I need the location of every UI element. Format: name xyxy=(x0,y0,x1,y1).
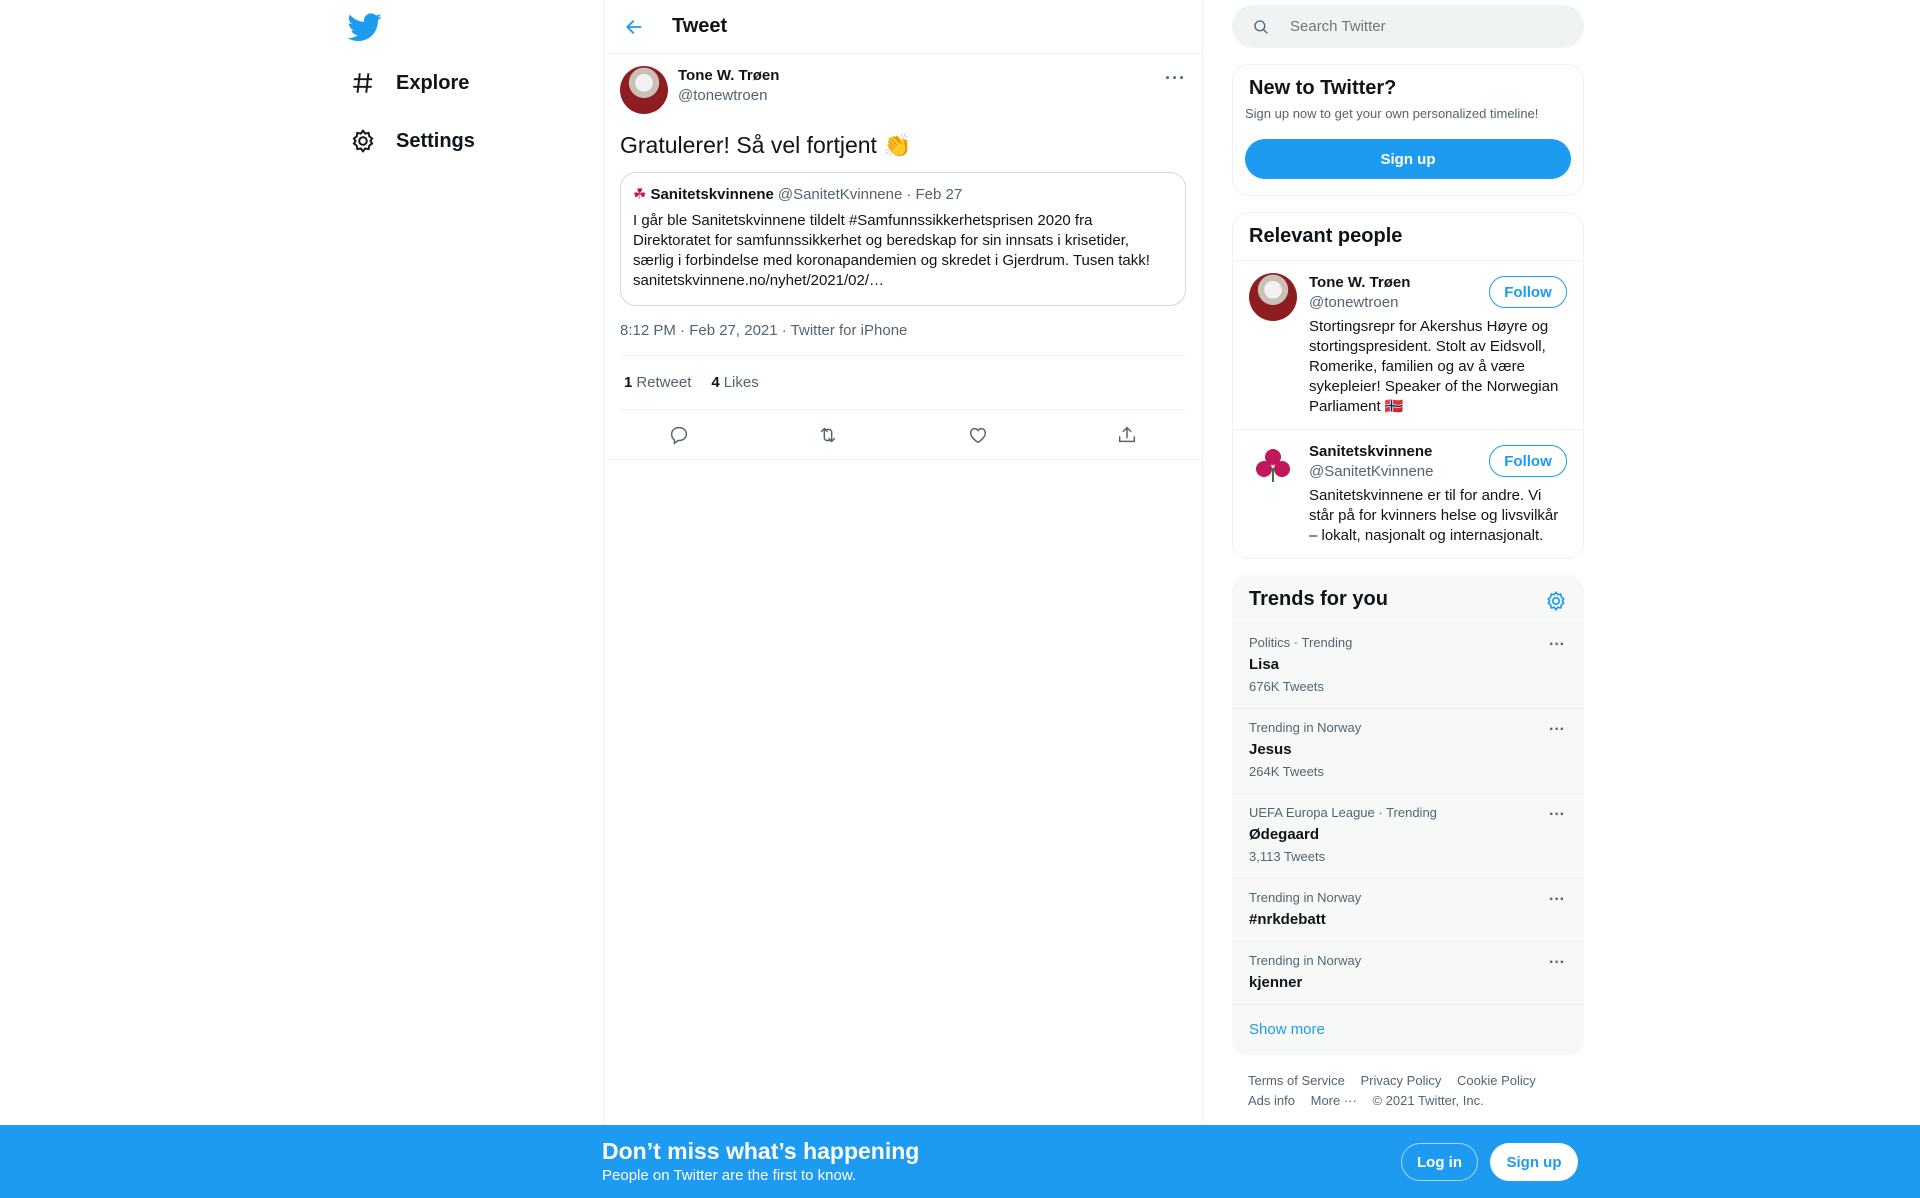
trend-category: Trending in Norway xyxy=(1249,890,1362,905)
like-count: 4 xyxy=(711,374,720,391)
quote-author-handle: @SanitetKvinnene xyxy=(777,186,903,203)
clover-logo-icon xyxy=(1253,446,1293,486)
footer-copyright: © 2021 Twitter, Inc. xyxy=(1372,1093,1484,1108)
show-more-link[interactable]: Show more xyxy=(1233,1004,1583,1054)
search-bar[interactable] xyxy=(1232,5,1584,48)
trend-item[interactable] xyxy=(1233,878,1583,941)
main-column xyxy=(603,0,1203,1198)
trend-count: 676K Tweets xyxy=(1249,679,1324,694)
trend-category: Politics · Trending xyxy=(1249,635,1353,650)
tweet-stats xyxy=(620,356,1186,410)
author-handle[interactable]: @tonewtroen xyxy=(678,87,768,104)
person-handle: @tonewtroen xyxy=(1309,294,1399,311)
retweet-label: Retweet xyxy=(636,374,692,391)
trend-item[interactable] xyxy=(1233,941,1583,1004)
person-bio: Sanitetskvinnene er til for andre. Vi står på for kvinners helse og livsvilkår – lokalt, nasjonalt og internasjonalt. xyxy=(1309,487,1559,544)
quote-date: · Feb 27 xyxy=(906,186,963,203)
relevant-people-title: Relevant people xyxy=(1249,225,1403,247)
footer-link-cookie[interactable]: Cookie Policy xyxy=(1456,1073,1536,1088)
more-options-icon[interactable]: ··· xyxy=(1549,954,1565,971)
nav-settings-label: Settings xyxy=(396,129,475,152)
search-icon xyxy=(1252,18,1270,36)
follow-button[interactable]: Follow xyxy=(1489,276,1567,308)
retweet-stat[interactable] xyxy=(624,374,691,391)
trend-count: 264K Tweets xyxy=(1249,764,1324,779)
person-name[interactable]: Sanitetskvinnene xyxy=(1309,443,1433,460)
tweet-text: Gratulerer! Så vel fortjent 👏 xyxy=(620,132,912,158)
trend-name: Jesus xyxy=(1249,741,1292,758)
avatar[interactable] xyxy=(620,66,668,114)
quote-header xyxy=(633,185,1173,205)
avatar[interactable] xyxy=(1249,442,1297,490)
banner-signup-button[interactable]: Sign up xyxy=(1490,1143,1578,1181)
trends-card xyxy=(1232,575,1584,1055)
footer-link-terms[interactable]: Terms of Service xyxy=(1248,1073,1345,1088)
hashtag-icon xyxy=(350,70,376,96)
retweet-count: 1 xyxy=(624,374,633,391)
tweet-author xyxy=(620,54,1186,114)
more-options-icon[interactable]: ··· xyxy=(1549,891,1565,908)
clover-icon: ☘ xyxy=(633,186,647,203)
gear-icon xyxy=(350,128,376,154)
like-stat[interactable] xyxy=(711,374,758,391)
footer xyxy=(1232,1055,1584,1127)
twitter-logo-icon[interactable] xyxy=(348,10,382,44)
header xyxy=(604,0,1202,54)
page-title: Tweet xyxy=(672,15,728,37)
trend-name: Lisa xyxy=(1249,656,1280,673)
trend-count: 3,113 Tweets xyxy=(1249,849,1326,864)
footer-link-more[interactable]: More ··· xyxy=(1310,1093,1357,1108)
trend-category: UEFA Europa League · Trending xyxy=(1249,805,1437,820)
more-options-icon[interactable]: ··· xyxy=(1549,636,1565,653)
search-input[interactable] xyxy=(1290,18,1550,35)
back-arrow-icon xyxy=(624,17,644,37)
like-label: Likes xyxy=(723,374,759,391)
login-button[interactable]: Log in xyxy=(1401,1143,1478,1181)
more-options-icon[interactable]: ··· xyxy=(1549,721,1565,738)
author-name[interactable]: Tone W. Trøen xyxy=(678,67,780,84)
quoted-tweet[interactable] xyxy=(620,172,1186,306)
trend-item[interactable] xyxy=(1233,793,1583,878)
new-to-twitter-title: New to Twitter? xyxy=(1249,77,1397,99)
banner-title: Don’t miss what’s happening xyxy=(602,1138,920,1164)
banner-subtitle: People on Twitter are the first to know. xyxy=(602,1167,857,1184)
trend-name: Ødegaard xyxy=(1249,826,1320,843)
quote-text: I går ble Sanitetskvinnene tildelt #Samfunnssikkerhetsprisen 2020 fra Direktoratet for samfunnssikkerhet og beredskap for sin innsats i krisetider, særlig i forbindelse med koronapandemien og skredet i Gjerdrum. Tusen takk! sanitetskvinnene.no/nyhet/2021/02/… xyxy=(633,212,1150,289)
nav-explore[interactable] xyxy=(350,59,469,107)
more-options-icon[interactable]: ··· xyxy=(1165,68,1186,88)
trend-item[interactable] xyxy=(1233,708,1583,793)
person-name[interactable]: Tone W. Trøen xyxy=(1309,274,1411,291)
person-handle: @SanitetKvinnene xyxy=(1309,463,1434,480)
right-sidebar xyxy=(1232,0,1584,1127)
person-bio: Stortingsrepr for Akershus Høyre og stortingspresident. Stolt av Eidsvoll, Romerike, familien og av å være sykepleier! Speaker of the Norwegian Parliament 🇳🇴 xyxy=(1309,318,1559,415)
trend-name: kjenner xyxy=(1249,974,1303,991)
new-to-twitter-subtitle: Sign up now to get your own personalized timeline! xyxy=(1245,106,1539,121)
trend-item[interactable] xyxy=(1233,623,1583,708)
person-item[interactable] xyxy=(1233,260,1583,429)
share-icon[interactable] xyxy=(1116,424,1138,446)
footer-link-ads[interactable]: Ads info xyxy=(1248,1093,1295,1108)
nav-settings[interactable] xyxy=(350,117,475,165)
more-options-icon[interactable]: ··· xyxy=(1549,806,1565,823)
follow-button[interactable]: Follow xyxy=(1489,445,1567,477)
trend-category: Trending in Norway xyxy=(1249,720,1362,735)
tweet xyxy=(604,54,1202,460)
person-item[interactable] xyxy=(1233,429,1583,558)
signup-banner xyxy=(0,1125,1920,1198)
avatar[interactable] xyxy=(1249,273,1297,321)
tweet-meta[interactable]: 8:12 PM · Feb 27, 2021 · Twitter for iPhone xyxy=(620,322,1186,356)
reply-icon[interactable] xyxy=(668,424,690,446)
tweet-actions xyxy=(604,410,1202,460)
trend-category: Trending in Norway xyxy=(1249,953,1362,968)
quote-author-name: Sanitetskvinnene xyxy=(650,186,774,203)
retweet-icon[interactable] xyxy=(817,424,839,446)
new-to-twitter-card xyxy=(1232,64,1584,196)
footer-link-privacy[interactable]: Privacy Policy xyxy=(1360,1073,1442,1088)
relevant-people-card xyxy=(1232,212,1584,559)
like-icon[interactable] xyxy=(967,424,989,446)
trends-title: Trends for you xyxy=(1249,588,1388,610)
trend-name: #nrkdebatt xyxy=(1249,911,1326,928)
nav-explore-label: Explore xyxy=(396,71,470,94)
signup-button[interactable]: Sign up xyxy=(1245,139,1571,179)
author-text xyxy=(678,66,779,106)
back-button[interactable] xyxy=(604,17,664,37)
settings-gear-icon[interactable] xyxy=(1545,590,1567,612)
